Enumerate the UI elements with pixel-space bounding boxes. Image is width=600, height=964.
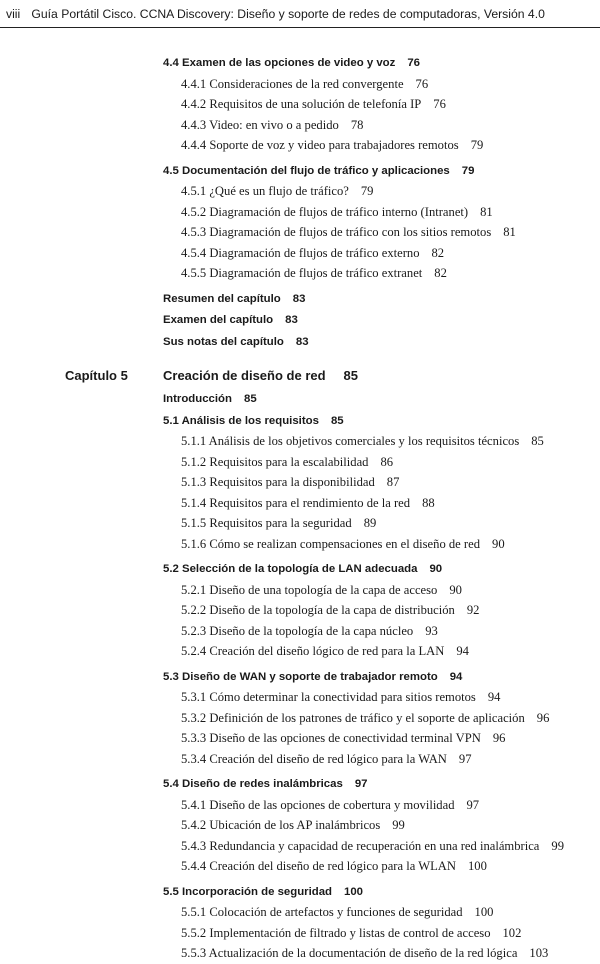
entry-page-number: 79 (461, 164, 475, 177)
entry-page-number: 102 (502, 925, 522, 940)
entry-title: 5.2.2 Diseño de la topología de la capa de distribución (181, 603, 455, 617)
entry-page-number: 99 (551, 838, 564, 853)
toc-subsection (0, 641, 600, 662)
entry-title: 5.3.2 Definición de los patrones de tráfico y el soporte de aplicación (181, 710, 525, 725)
toc-subsection (0, 135, 600, 156)
toc-subsection (0, 431, 600, 452)
entry-title: 5.1.3 Requisitos para la disponibilidad (181, 475, 375, 489)
entry-page-number: 81 (480, 204, 493, 219)
entry-title: 4.5.4 Diagramación de flujos de tráfico externo (181, 245, 420, 260)
toc-section (0, 774, 600, 795)
entry-title: 5.5.2 Implementación de filtrado y listas de control de acceso (181, 925, 491, 940)
entry-title: 4.5.1 ¿Qué es un flujo de tráfico? (181, 184, 349, 198)
entry-title: 5.1.1 Análisis de los objetivos comerciales y los requisitos técnicos (181, 434, 520, 448)
entry-title: 4.4 Examen de las opciones de video y voz (163, 57, 396, 69)
entry-title: 4.4.4 Soporte de voz y video para trabajadores remotos (181, 138, 459, 152)
entry-page-number: 83 (292, 292, 306, 305)
toc-subsection (0, 115, 600, 136)
entry-page-number: 79 (470, 138, 484, 152)
entry-title: Introducción (163, 393, 232, 405)
toc-subsection (0, 687, 600, 708)
entry-title: 5.4.2 Ubicación de los AP inalámbricos (181, 818, 381, 832)
entry-page-number: 82 (431, 245, 445, 260)
entry-page-number: 85 (531, 434, 544, 448)
toc-section (0, 559, 600, 580)
entry-title: 5.4.4 Creación del diseño de red lógico para la WLAN (181, 859, 456, 873)
entry-title: 5.3.1 Cómo determinar la conectividad para sitios remotos (181, 690, 476, 704)
entry-page-number: 85 (343, 368, 359, 383)
entry-page-number: 90 (429, 563, 443, 575)
entry-title: Examen del capítulo (163, 314, 274, 326)
entry-title: 5.1.2 Requisitos para la escalabilidad (181, 454, 369, 469)
entry-page-number: 97 (466, 797, 480, 812)
entry-title: Sus notas del capítulo (163, 335, 284, 348)
entry-page-number: 83 (295, 335, 309, 348)
entry-page-number: 94 (487, 690, 501, 704)
entry-page-number: 87 (386, 475, 400, 489)
entry-title: Resumen del capítulo (163, 292, 281, 305)
toc-subsection (0, 580, 600, 601)
toc-subsection (0, 815, 600, 836)
toc-subsection (0, 263, 600, 284)
entry-title: 5.1.5 Requisitos para la seguridad (181, 516, 352, 530)
entry-page-number: 76 (415, 76, 429, 91)
toc-subsection (0, 856, 600, 877)
toc-subsection (0, 708, 600, 729)
entry-page-number: 100 (474, 905, 494, 919)
toc-subsection (0, 943, 600, 964)
entry-title: 5.3.4 Creación del diseño de red lógico para la WAN (181, 751, 447, 766)
entry-title: 5.4.3 Redundancia y capacidad de recuperación en una red inalámbrica (181, 838, 540, 853)
entry-title: 5.5.3 Actualización de la documentación de diseño de la red lógica (181, 946, 518, 960)
toc-section (0, 882, 600, 903)
toc-section (0, 332, 600, 353)
entry-page-number: 100 (468, 859, 487, 873)
entry-page-number: 85 (330, 414, 344, 427)
entry-title: 4.4.1 Consideraciones de la red convergente (181, 76, 404, 91)
entry-title: 5.2.4 Creación del diseño lógico de red para la LAN (181, 644, 445, 658)
entry-title: Creación de diseño de red (163, 368, 326, 383)
entry-title: 5.5 Incorporación de seguridad (163, 885, 333, 898)
toc-subsection (0, 94, 600, 115)
toc-subsection (0, 902, 600, 923)
toc-section (0, 667, 600, 688)
page-number: viii (6, 7, 21, 21)
toc-subsection (0, 452, 600, 473)
entry-page-number: 76 (407, 57, 421, 69)
toc-subsection (0, 202, 600, 223)
toc-subsection (0, 243, 600, 264)
toc-subsection (0, 513, 600, 534)
toc-subsection (0, 923, 600, 944)
entry-page-number: 92 (466, 603, 480, 617)
entry-page-number: 90 (449, 582, 462, 597)
toc-subsection (0, 728, 600, 749)
entry-title: 4.4.3 Video: en vivo o a pedido (181, 117, 339, 132)
entry-title: 5.2 Selección de la topología de LAN adecuada (163, 563, 418, 575)
entry-page-number: 79 (360, 184, 374, 198)
toc-section (0, 53, 600, 74)
header-rule (0, 27, 600, 28)
entry-page-number: 88 (422, 495, 435, 510)
entry-title: 5.4.1 Diseño de las opciones de cobertura y movilidad (181, 797, 455, 812)
toc-subsection (0, 472, 600, 493)
toc-subsection (0, 600, 600, 621)
toc-subsection (0, 74, 600, 95)
toc-subsection (0, 534, 600, 555)
entry-page-number: 97 (354, 778, 368, 790)
entry-title: 5.2.1 Diseño de una topología de la capa de acceso (181, 582, 438, 597)
book-title: Guía Portátil Cisco. CCNA Discovery: Diseño y soporte de redes de computadoras, Versión 4.0 (31, 7, 545, 21)
entry-title: 5.1 Análisis de los requisitos (163, 414, 319, 427)
entry-page-number: 99 (392, 818, 405, 832)
entry-title: 5.3 Diseño de WAN y soporte de trabajador remoto (163, 670, 438, 683)
entry-page-number: 90 (492, 536, 505, 551)
entry-page-number: 89 (363, 516, 377, 530)
entry-page-number: 97 (458, 751, 472, 766)
entry-page-number: 85 (243, 393, 257, 405)
toc-subsection (0, 493, 600, 514)
entry-page-number: 103 (529, 946, 549, 960)
toc-section (0, 389, 600, 410)
entry-title: 4.5.3 Diagramación de flujos de tráfico con los sitios remotos (181, 225, 492, 239)
entry-page-number: 94 (449, 670, 463, 683)
entry-title: 5.1.4 Requisitos para el rendimiento de la red (181, 495, 411, 510)
toc-subsection (0, 222, 600, 243)
entry-title: 5.2.3 Diseño de la topología de la capa núcleo (181, 623, 414, 638)
entry-title: 5.4 Diseño de redes inalámbricas (163, 778, 343, 790)
entry-page-number: 96 (492, 731, 506, 745)
toc-subsection (0, 836, 600, 857)
toc-chapter (0, 364, 600, 388)
running-header (6, 7, 545, 21)
entry-page-number: 94 (456, 644, 469, 658)
chapter-label: Capítulo 5 (65, 368, 128, 383)
entry-title: 4.5.2 Diagramación de flujos de tráfico interno (Intranet) (181, 204, 469, 219)
entry-title: 4.4.2 Requisitos de una solución de telefonía IP (181, 97, 422, 111)
toc-section (0, 289, 600, 310)
entry-title: 4.5 Documentación del flujo de tráfico y aplicaciones (163, 164, 450, 177)
toc-section (0, 411, 600, 432)
entry-title: 4.5.5 Diagramación de flujos de tráfico extranet (181, 266, 423, 280)
entry-page-number: 81 (503, 225, 516, 239)
entry-page-number: 86 (380, 454, 394, 469)
entry-page-number: 76 (433, 97, 446, 111)
toc-section (0, 310, 600, 331)
entry-page-number: 83 (285, 314, 298, 326)
entry-page-number: 78 (350, 117, 364, 132)
entry-page-number: 82 (434, 266, 447, 280)
entry-page-number: 93 (425, 623, 438, 638)
table-of-contents (0, 52, 600, 964)
toc-subsection (0, 795, 600, 816)
entry-page-number: 96 (536, 710, 550, 725)
entry-title: 5.5.1 Colocación de artefactos y funciones de seguridad (181, 905, 463, 919)
entry-page-number: 100 (344, 885, 364, 898)
entry-title: 5.3.3 Diseño de las opciones de conectividad terminal VPN (181, 731, 481, 745)
toc-section (0, 161, 600, 182)
toc-subsection (0, 181, 600, 202)
toc-subsection (0, 621, 600, 642)
toc-subsection (0, 749, 600, 770)
entry-title: 5.1.6 Cómo se realizan compensaciones en el diseño de red (181, 536, 481, 551)
